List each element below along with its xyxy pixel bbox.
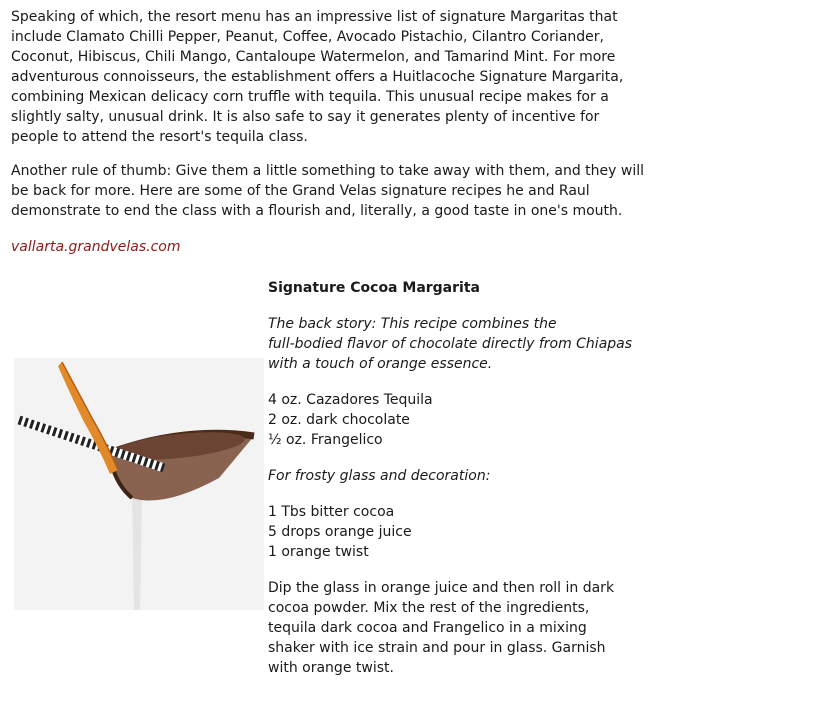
instruction-line: shaker with ice strain and pour in glass. Garnish: [268, 640, 606, 656]
ingredient-item: 4 oz. Cazadores Tequila: [268, 392, 433, 408]
article-paragraph-2: Another rule of thumb: Give them a little something to take away with them, and they will be back for more. Here are some of the Grand Velas signature recipes he and Raul demonstrate to end the class with a flourish and, literally, a good taste in one's mouth.: [11, 163, 644, 219]
decoration-item: 5 drops orange juice: [268, 524, 412, 540]
margarita-illustration: [14, 358, 264, 610]
article-paragraph-1: Speaking of which, the resort menu has an impressive list of signature Margaritas that include Clamato Chilli Pepper, Peanut, Coffee, Avocado Pistachio, Cilantro Coriander, Coconut, Hibiscus, Chili Mango, Cantaloupe Watermelon, and Tamarind Mint. For more adventurous connoisseurs, the establishment offers a Huitlacoche Signature Margarita, combining Mexican delicacy corn truffle with tequila. This unusual recipe makes for a slightly salty, unusual drink. It is also safe to say it generates plenty of incentive for people to attend the resort's tequila class.: [11, 9, 624, 145]
recipe-ingredients: [268, 390, 648, 450]
decoration-heading: For frosty glass and decoration:: [268, 468, 491, 484]
recipe-instructions: [268, 578, 648, 678]
article-body: [11, 7, 651, 257]
recipe-backstory: [268, 314, 648, 374]
ingredient-item: 2 oz. dark chocolate: [268, 412, 410, 428]
decoration-items: [268, 502, 648, 562]
instruction-line: tequila dark cocoa and Frangelico in a mixing: [268, 620, 587, 636]
instruction-line: with orange twist.: [268, 660, 394, 676]
cocoa-margarita-photo: [14, 358, 264, 610]
decoration-item: 1 orange twist: [268, 544, 369, 560]
backstory-line: The back story: This recipe combines the: [268, 316, 557, 332]
backstory-line: with a touch of orange essence.: [268, 356, 493, 372]
recipe-card: [268, 278, 648, 694]
backstory-line: full-bodied flavor of chocolate directly from Chiapas: [268, 336, 633, 352]
decoration-item: 1 Tbs bitter cocoa: [268, 504, 395, 520]
source-link[interactable]: vallarta.grandvelas.com: [11, 239, 181, 255]
recipe-title: Signature Cocoa Margarita: [268, 280, 480, 296]
instruction-line: Dip the glass in orange juice and then roll in dark: [268, 580, 615, 596]
ingredient-item: ½ oz. Frangelico: [268, 432, 383, 448]
instruction-line: cocoa powder. Mix the rest of the ingredients,: [268, 600, 590, 616]
